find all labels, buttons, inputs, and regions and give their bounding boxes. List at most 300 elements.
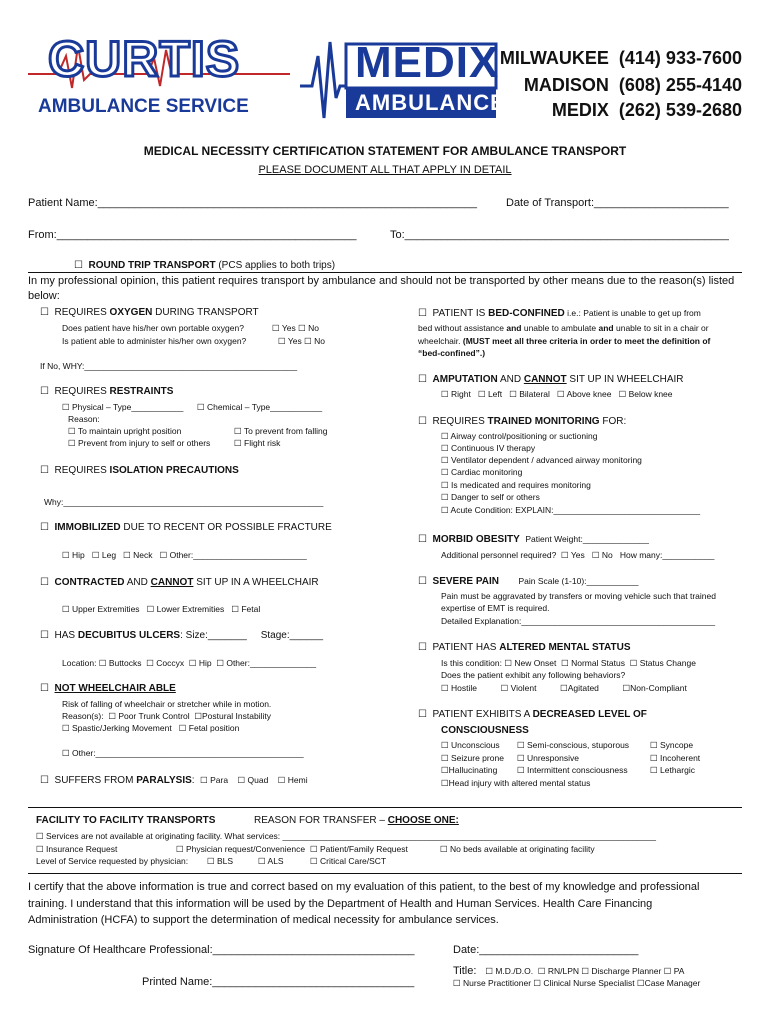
decubitus-size-field[interactable]: : Size:_______ bbox=[180, 630, 247, 641]
other-checkbox[interactable] bbox=[160, 550, 168, 560]
physician-label: Physician request/Convenience bbox=[186, 844, 306, 854]
medix-logo-text: MEDIX bbox=[355, 38, 500, 87]
round-trip-checkbox[interactable] bbox=[74, 260, 83, 271]
monitoring-item-checkbox[interactable] bbox=[441, 443, 449, 453]
restraints-keyword: RESTRAINTS bbox=[109, 386, 174, 397]
level-of-service-label: Level of Service requested by physician: bbox=[36, 856, 189, 866]
lower-label: Lower Extremities bbox=[156, 604, 225, 614]
phone-medix bbox=[552, 100, 742, 121]
agitated-checkbox[interactable] bbox=[560, 683, 568, 693]
coccyx-checkbox[interactable] bbox=[146, 658, 154, 668]
hostile-label: Hostile bbox=[451, 683, 477, 693]
cns-label: Clinical Nurse Specialist bbox=[543, 978, 635, 988]
oxygen-why-field[interactable]: If No, WHY:_____________________________________________ bbox=[40, 361, 298, 371]
restraints-flight[interactable] bbox=[234, 438, 280, 449]
monitoring-option[interactable] bbox=[418, 416, 626, 427]
curtis-logo-text: CURTIS bbox=[48, 31, 241, 87]
md-label: M.D./D.O. bbox=[495, 966, 534, 976]
pa-checkbox[interactable] bbox=[664, 966, 672, 976]
choose-one: CHOOSE ONE: bbox=[387, 815, 459, 826]
mental-keyword: ALTERED MENTAL STATUS bbox=[499, 642, 631, 653]
no-label: No bbox=[314, 336, 325, 346]
semi-checkbox[interactable] bbox=[517, 740, 525, 750]
unresponsive-label: Unresponsive bbox=[527, 753, 579, 763]
other-field[interactable]: Other:____________________________________________ bbox=[72, 748, 304, 758]
bed-confined-line4: “bed-confined”.) bbox=[418, 348, 486, 358]
contracted-options[interactable] bbox=[62, 604, 260, 615]
restraints-prefix: REQUIRES bbox=[54, 386, 110, 397]
quad-checkbox[interactable] bbox=[238, 775, 246, 785]
pa-label: PA bbox=[673, 966, 685, 976]
violent-label: Violent bbox=[510, 683, 537, 693]
mental-condition[interactable] bbox=[441, 658, 696, 669]
above-knee-checkbox[interactable] bbox=[557, 389, 565, 399]
consciousness-seizure[interactable] bbox=[441, 753, 504, 764]
pain-option[interactable] bbox=[418, 576, 639, 587]
monitoring-item-label: Danger to self or others bbox=[451, 492, 540, 502]
decubitus-prefix: HAS bbox=[54, 630, 78, 641]
patient-name-field[interactable]: Patient Name:______________________________________________________________ bbox=[28, 197, 477, 209]
monitoring-keyword: TRAINED MONITORING bbox=[487, 416, 600, 427]
facility-title: FACILITY TO FACILITY TRANSPORTS bbox=[36, 815, 216, 826]
hip-checkbox[interactable] bbox=[189, 658, 197, 668]
consciousness-halluc[interactable] bbox=[441, 765, 497, 776]
physician-option[interactable] bbox=[176, 844, 305, 855]
restraints-chemical[interactable] bbox=[197, 402, 322, 413]
discharge-planner-checkbox[interactable] bbox=[581, 966, 589, 976]
contracted-mid: AND bbox=[124, 577, 151, 588]
upright-checkbox[interactable] bbox=[68, 426, 76, 436]
no-beds-checkbox[interactable] bbox=[440, 844, 448, 854]
bed-confined-line3 bbox=[418, 336, 710, 346]
other-field[interactable]: Other:________________________ bbox=[169, 550, 307, 560]
noncompliant-label: Non-Compliant bbox=[630, 683, 687, 693]
oxygen-q2-no-checkbox[interactable] bbox=[304, 336, 312, 346]
location-label: Location: bbox=[62, 658, 97, 668]
consciousness-checkbox[interactable] bbox=[418, 709, 427, 720]
neck-checkbox[interactable] bbox=[123, 550, 131, 560]
bed-criteria: (MUST meet all three criteria in order to meet the definition of bbox=[462, 336, 711, 346]
hip-label: Hip bbox=[198, 658, 212, 668]
opinion-statement: In my professional opinion, this patient requires transport by ambulance and should not be transported by other means due to the reason(s) listed below: bbox=[28, 275, 735, 302]
monitoring-item-checkbox[interactable] bbox=[441, 467, 449, 477]
hip-label: Hip bbox=[72, 550, 85, 560]
services-option[interactable] bbox=[36, 831, 656, 842]
syncope-label: Syncope bbox=[660, 740, 694, 750]
patient-family-checkbox[interactable] bbox=[310, 844, 318, 854]
intermittent-checkbox[interactable] bbox=[517, 765, 525, 775]
oxygen-option[interactable] bbox=[40, 307, 259, 318]
not-wheelchair-option[interactable] bbox=[40, 683, 176, 694]
trunk-checkbox[interactable] bbox=[108, 711, 116, 721]
incoherent-label: Incoherent bbox=[660, 753, 701, 763]
head-injury-label: Head injury with altered mental status bbox=[448, 778, 591, 788]
prevent-others-label: Prevent from injury to self or others bbox=[78, 438, 211, 448]
left-label: Left bbox=[487, 389, 503, 399]
paralysis-keyword: PARALYSIS bbox=[136, 775, 192, 786]
consciousness-semi[interactable] bbox=[517, 740, 629, 751]
below-knee-label: Below knee bbox=[628, 389, 673, 399]
paralysis-option[interactable] bbox=[40, 775, 308, 786]
status-change-label: Status Change bbox=[639, 658, 696, 668]
unconscious-checkbox[interactable] bbox=[441, 740, 449, 750]
critical-option[interactable] bbox=[310, 856, 386, 867]
neck-label: Neck bbox=[133, 550, 153, 560]
consciousness-unresponsive[interactable] bbox=[517, 753, 579, 764]
contracted-option[interactable] bbox=[40, 577, 319, 588]
contracted-checkbox[interactable] bbox=[40, 577, 49, 588]
amputation-options[interactable] bbox=[441, 389, 673, 400]
monitoring-item[interactable] bbox=[441, 431, 597, 442]
monitoring-item[interactable] bbox=[441, 455, 642, 466]
als-checkbox[interactable] bbox=[258, 856, 266, 866]
hemi-checkbox[interactable] bbox=[278, 775, 286, 785]
decubitus-keyword: DECUBITUS ULCERS bbox=[77, 630, 181, 641]
bed-confined-line2 bbox=[418, 323, 709, 333]
lethargic-label: Lethargic bbox=[660, 765, 695, 775]
decubitus-location[interactable] bbox=[62, 658, 316, 669]
consciousness-syncope[interactable] bbox=[650, 740, 693, 751]
phone-city: MADISON bbox=[523, 75, 609, 95]
immobilized-keyword: IMMOBILIZED bbox=[54, 522, 121, 533]
oxygen-q1-no-checkbox[interactable] bbox=[298, 323, 306, 333]
contracted-keyword: CONTRACTED bbox=[54, 577, 125, 588]
other-checkbox[interactable] bbox=[62, 748, 70, 758]
services-field[interactable]: Services are not available at originating facility. What services: _______________________________________________________________________________ bbox=[46, 831, 656, 841]
oxygen-q2-yes-checkbox[interactable] bbox=[278, 336, 286, 346]
mental-prefix: PATIENT HAS bbox=[432, 642, 500, 653]
immobilized-suffix: DUE TO RECENT OR POSSIBLE FRACTURE bbox=[120, 522, 332, 533]
bed-confined-option[interactable] bbox=[418, 308, 701, 319]
no-beds-option[interactable] bbox=[440, 844, 595, 855]
quad-label: Quad bbox=[247, 775, 269, 785]
monitoring-item-label: Ventilator dependent / advanced airway monitoring bbox=[451, 455, 642, 465]
right-checkbox[interactable] bbox=[441, 389, 449, 399]
monitoring-item[interactable] bbox=[441, 480, 591, 491]
divider bbox=[28, 272, 742, 273]
buttocks-label: Buttocks bbox=[108, 658, 142, 668]
physical-checkbox[interactable] bbox=[62, 402, 70, 412]
and-text: and bbox=[598, 323, 614, 333]
monitoring-item-checkbox[interactable] bbox=[441, 431, 449, 441]
fetal-label: Fetal bbox=[241, 604, 261, 614]
spastic-label: Spastic/Jerking Movement bbox=[72, 723, 172, 733]
lower-checkbox[interactable] bbox=[147, 604, 155, 614]
immobilized-options[interactable] bbox=[62, 550, 307, 561]
medix-logo-subtext: AMBULANCE bbox=[355, 90, 506, 115]
seizure-checkbox[interactable] bbox=[441, 753, 449, 763]
consciousness-prefix: PATIENT EXHIBITS A bbox=[432, 709, 533, 720]
bls-checkbox[interactable] bbox=[207, 856, 215, 866]
monitoring-item-checkbox[interactable] bbox=[441, 480, 449, 490]
oxygen-q1-yes-checkbox[interactable] bbox=[272, 323, 280, 333]
contracted-cannot: CANNOT bbox=[150, 577, 194, 588]
als-option[interactable] bbox=[258, 856, 284, 867]
fetal-position-label: Fetal position bbox=[188, 723, 240, 733]
date-field[interactable]: Date:__________________________ bbox=[453, 944, 639, 956]
oxygen-keyword: OXYGEN bbox=[109, 307, 153, 318]
title-label: Title: bbox=[453, 965, 477, 977]
np-label: Nurse Practitioner bbox=[463, 978, 532, 988]
isolation-keyword: ISOLATION PRECAUTIONS bbox=[109, 465, 239, 476]
np-checkbox[interactable] bbox=[453, 978, 461, 988]
round-trip-label: ROUND TRIP TRANSPORT bbox=[88, 260, 216, 271]
no-label: No bbox=[308, 323, 319, 333]
consciousness-row-1[interactable] bbox=[441, 740, 500, 751]
chemical-label: Chemical – Type___________ bbox=[207, 402, 323, 412]
oxygen-checkbox[interactable] bbox=[40, 307, 49, 318]
halluc-checkbox[interactable] bbox=[441, 765, 449, 775]
hemi-label: Hemi bbox=[287, 775, 308, 785]
consciousness-keyword-2: CONSCIOUSNESS bbox=[441, 725, 529, 736]
case-manager-label: Case Manager bbox=[644, 978, 701, 988]
divider bbox=[28, 873, 742, 874]
restraints-prevent-others[interactable] bbox=[68, 438, 210, 449]
decubitus-option[interactable] bbox=[40, 630, 323, 641]
reason-label: REASON FOR TRANSFER – bbox=[254, 815, 388, 826]
consciousness-keyword: DECREASED LEVEL OF bbox=[532, 709, 647, 720]
pain-keyword: SEVERE PAIN bbox=[432, 576, 500, 587]
normal-status-checkbox[interactable] bbox=[561, 658, 569, 668]
round-trip-option[interactable] bbox=[74, 260, 335, 271]
bed-confined-checkbox[interactable] bbox=[418, 308, 427, 319]
restraints-checkbox[interactable] bbox=[40, 386, 49, 397]
hostile-checkbox[interactable] bbox=[441, 683, 449, 693]
monitoring-item-checkbox[interactable] bbox=[441, 492, 449, 502]
bls-option[interactable] bbox=[207, 856, 233, 867]
consciousness-option[interactable] bbox=[418, 709, 647, 720]
physician-checkbox[interactable] bbox=[176, 844, 184, 854]
coccyx-label: Coccyx bbox=[156, 658, 185, 668]
rn-checkbox[interactable] bbox=[538, 966, 546, 976]
restraints-physical[interactable] bbox=[62, 402, 183, 413]
cns-checkbox[interactable] bbox=[533, 978, 541, 988]
immobilized-checkbox[interactable] bbox=[40, 522, 49, 533]
monitoring-item-label: Continuous IV therapy bbox=[451, 443, 536, 453]
below-knee-checkbox[interactable] bbox=[619, 389, 627, 399]
not-wheelchair-keyword: NOT WHEELCHAIR ABLE bbox=[54, 683, 176, 694]
amputation-cannot: CANNOT bbox=[523, 374, 567, 385]
phone-number: (414) 933-7600 bbox=[618, 48, 742, 68]
insurance-checkbox[interactable] bbox=[36, 844, 44, 854]
not-wheelchair-reasons-2[interactable] bbox=[62, 723, 239, 734]
obesity-personnel[interactable] bbox=[441, 550, 714, 561]
fetal-position-checkbox[interactable] bbox=[179, 723, 187, 733]
contracted-suffix: SIT UP IN A WHEELCHAIR bbox=[193, 577, 319, 588]
monitoring-prefix: REQUIRES bbox=[432, 416, 488, 427]
round-trip-note: (PCS applies to both trips) bbox=[215, 260, 336, 271]
noncompliant-checkbox[interactable] bbox=[623, 683, 631, 693]
bed-confined-prefix: PATIENT IS bbox=[432, 308, 489, 319]
monitoring-item-label: Airway control/positioning or suctioning bbox=[450, 431, 598, 441]
monitoring-item-checkbox[interactable] bbox=[441, 505, 449, 515]
amputation-suffix: SIT UP IN WHEELCHAIR bbox=[566, 374, 684, 385]
insurance-label: Insurance Request bbox=[46, 844, 118, 854]
title-options[interactable] bbox=[453, 961, 684, 979]
services-checkbox[interactable] bbox=[36, 831, 44, 841]
consciousness-intermittent[interactable] bbox=[517, 765, 628, 776]
upper-checkbox[interactable] bbox=[62, 604, 70, 614]
isolation-option[interactable] bbox=[40, 465, 239, 476]
discharge-planner-label: Discharge Planner bbox=[591, 966, 662, 976]
immobilized-option[interactable] bbox=[40, 522, 332, 533]
decubitus-checkbox[interactable] bbox=[40, 630, 49, 641]
decubitus-stage-field[interactable]: Stage:______ bbox=[260, 630, 324, 641]
oxygen-prefix: REQUIRES bbox=[54, 307, 110, 318]
agitated-label: Agitated bbox=[567, 683, 599, 693]
buttocks-checkbox[interactable] bbox=[99, 658, 107, 668]
trunk-label: Poor Trunk Control bbox=[118, 711, 190, 721]
mental-option[interactable] bbox=[418, 642, 631, 653]
patient-family-option[interactable] bbox=[310, 844, 408, 855]
spastic-checkbox[interactable] bbox=[62, 723, 70, 733]
postural-checkbox[interactable] bbox=[194, 711, 202, 721]
obesity-option[interactable] bbox=[418, 534, 649, 545]
para-checkbox[interactable] bbox=[200, 775, 208, 785]
oxygen-q1-options[interactable] bbox=[272, 323, 319, 334]
oxygen-suffix: DURING TRANSPORT bbox=[152, 307, 259, 318]
how-many-field[interactable]: How many:___________ bbox=[619, 550, 715, 560]
patient-weight-field[interactable]: Patient Weight:______________ bbox=[525, 534, 649, 544]
physical-label: Physical – Type___________ bbox=[72, 402, 184, 412]
oxygen-q2-options[interactable] bbox=[278, 336, 325, 347]
para-label: Para bbox=[210, 775, 229, 785]
restraints-option[interactable] bbox=[40, 386, 173, 397]
bed-text: bed without assistance bbox=[418, 323, 507, 333]
monitoring-checkbox[interactable] bbox=[418, 416, 427, 427]
bilateral-label: Bilateral bbox=[519, 389, 550, 399]
no-checkbox[interactable] bbox=[592, 550, 600, 560]
critical-label: Critical Care/SCT bbox=[320, 856, 387, 866]
pain-checkbox[interactable] bbox=[418, 576, 427, 587]
incoherent-checkbox[interactable] bbox=[650, 753, 658, 763]
title-options-2[interactable] bbox=[453, 978, 700, 989]
not-wheelchair-checkbox[interactable] bbox=[40, 683, 49, 694]
to-field[interactable]: To:_____________________________________________________ bbox=[390, 229, 729, 241]
yes-checkbox[interactable] bbox=[561, 550, 569, 560]
left-checkbox[interactable] bbox=[478, 389, 486, 399]
not-wheelchair-reasons[interactable] bbox=[62, 711, 271, 722]
mental-behaviors[interactable] bbox=[441, 683, 687, 694]
critical-checkbox[interactable] bbox=[310, 856, 318, 866]
new-onset-checkbox[interactable] bbox=[504, 658, 512, 668]
not-wheelchair-other[interactable] bbox=[62, 748, 304, 759]
paralysis-checkbox[interactable] bbox=[40, 775, 49, 786]
and-text: and bbox=[506, 323, 522, 333]
isolation-why-field[interactable]: Why:_______________________________________________________ bbox=[44, 497, 324, 507]
no-label: No bbox=[601, 550, 613, 560]
reasons-label: Reason(s): bbox=[62, 711, 104, 721]
printed-name-field[interactable]: Printed Name:_________________________________ bbox=[142, 976, 415, 988]
paralysis-prefix: SUFFERS FROM bbox=[54, 775, 137, 786]
monitoring-item-label: Acute Condition: EXPLAIN:_______________________________ bbox=[450, 505, 701, 515]
restraints-reason-label: Reason: bbox=[68, 414, 100, 424]
halluc-label: Hallucinating bbox=[448, 765, 498, 775]
monitoring-suffix: FOR: bbox=[599, 416, 627, 427]
leg-checkbox[interactable] bbox=[92, 550, 100, 560]
fetal-checkbox[interactable] bbox=[231, 604, 239, 614]
other-checkbox[interactable] bbox=[216, 658, 224, 668]
yes-label: Yes bbox=[570, 550, 585, 560]
restraints-prevent-fall[interactable] bbox=[234, 426, 327, 437]
consciousness-head[interactable] bbox=[441, 778, 590, 789]
upper-label: Upper Extremities bbox=[72, 604, 140, 614]
normal-status-label: Normal Status bbox=[571, 658, 625, 668]
isolation-prefix: REQUIRES bbox=[54, 465, 110, 476]
syncope-checkbox[interactable] bbox=[650, 740, 658, 750]
monitoring-item-checkbox[interactable] bbox=[441, 455, 449, 465]
from-field[interactable]: From:_________________________________________________ bbox=[28, 229, 357, 241]
date-of-transport-field[interactable]: Date of Transport:______________________ bbox=[506, 197, 729, 209]
rn-label: RN/LPN bbox=[547, 966, 580, 976]
no-beds-label: No beds available at originating facility bbox=[450, 844, 595, 854]
hip-checkbox[interactable] bbox=[62, 550, 70, 560]
chemical-checkbox[interactable] bbox=[197, 402, 205, 412]
unresponsive-checkbox[interactable] bbox=[517, 753, 525, 763]
phone-city: MILWAUKEE bbox=[499, 48, 609, 68]
prevent-others-checkbox[interactable] bbox=[68, 438, 76, 448]
not-wheelchair-desc: Risk of falling of wheelchair or stretcher while in motion. bbox=[62, 699, 272, 709]
case-manager-checkbox[interactable] bbox=[637, 978, 645, 988]
bilateral-checkbox[interactable] bbox=[509, 389, 517, 399]
divider bbox=[28, 807, 742, 808]
obesity-checkbox[interactable] bbox=[418, 534, 427, 545]
amputation-keyword: AMPUTATION bbox=[432, 374, 498, 385]
violent-checkbox[interactable] bbox=[501, 683, 509, 693]
monitoring-item[interactable] bbox=[441, 505, 700, 516]
right-label: Right bbox=[451, 389, 471, 399]
monitoring-item[interactable] bbox=[441, 443, 535, 454]
signature-field[interactable]: Signature Of Healthcare Professional:_________________________________ bbox=[28, 944, 415, 956]
monitoring-item[interactable] bbox=[441, 467, 522, 478]
pain-explanation-field[interactable]: Detailed Explanation:_________________________________________ bbox=[441, 616, 716, 626]
bls-label: BLS bbox=[217, 856, 234, 866]
lethargic-checkbox[interactable] bbox=[650, 765, 658, 775]
monitoring-item-label: Cardiac monitoring bbox=[451, 467, 523, 477]
amputation-option[interactable] bbox=[418, 374, 684, 385]
insurance-option[interactable] bbox=[36, 844, 117, 855]
mental-checkbox[interactable] bbox=[418, 642, 427, 653]
md-checkbox[interactable] bbox=[485, 966, 493, 976]
pain-desc-1: Pain must be aggravated by transfers or moving vehicle such that trained bbox=[441, 591, 716, 601]
phone-number: (608) 255-4140 bbox=[618, 75, 742, 95]
certify-line-1: I certify that the above information is true and correct based on my evaluation of this patient, to the best of my knowledge and professional bbox=[28, 881, 700, 893]
head-injury-checkbox[interactable] bbox=[441, 778, 449, 788]
flight-checkbox[interactable] bbox=[234, 438, 242, 448]
paralysis-colon: : bbox=[191, 775, 195, 786]
consciousness-incoherent[interactable] bbox=[650, 753, 700, 764]
prevent-fall-label: To prevent from falling bbox=[243, 426, 328, 436]
pain-desc-2: expertise of EMT is required. bbox=[441, 603, 550, 613]
other-field[interactable]: Other:______________ bbox=[226, 658, 317, 668]
als-label: ALS bbox=[267, 856, 284, 866]
seizure-label: Seizure prone bbox=[451, 753, 504, 763]
certify-line-2: training. I understand that this information will be used by the Department of Health and Human Services. Health Care Financing bbox=[28, 898, 653, 910]
consciousness-lethargic[interactable] bbox=[650, 765, 695, 776]
restraints-upright[interactable] bbox=[68, 426, 181, 437]
pain-scale-field[interactable]: Pain Scale (1-10):___________ bbox=[518, 576, 639, 586]
prevent-fall-checkbox[interactable] bbox=[234, 426, 242, 436]
isolation-checkbox[interactable] bbox=[40, 465, 49, 476]
obesity-keyword: MORBID OBESITY bbox=[432, 534, 520, 545]
phone-number: (262) 539-2680 bbox=[618, 100, 742, 120]
intermittent-label: Intermittent consciousness bbox=[527, 765, 628, 775]
monitoring-item[interactable] bbox=[441, 492, 540, 503]
amputation-checkbox[interactable] bbox=[418, 374, 427, 385]
monitoring-item-label: Is medicated and requires monitoring bbox=[451, 480, 591, 490]
status-change-checkbox[interactable] bbox=[630, 658, 638, 668]
bed-confined-keyword: BED-CONFINED bbox=[488, 308, 565, 319]
